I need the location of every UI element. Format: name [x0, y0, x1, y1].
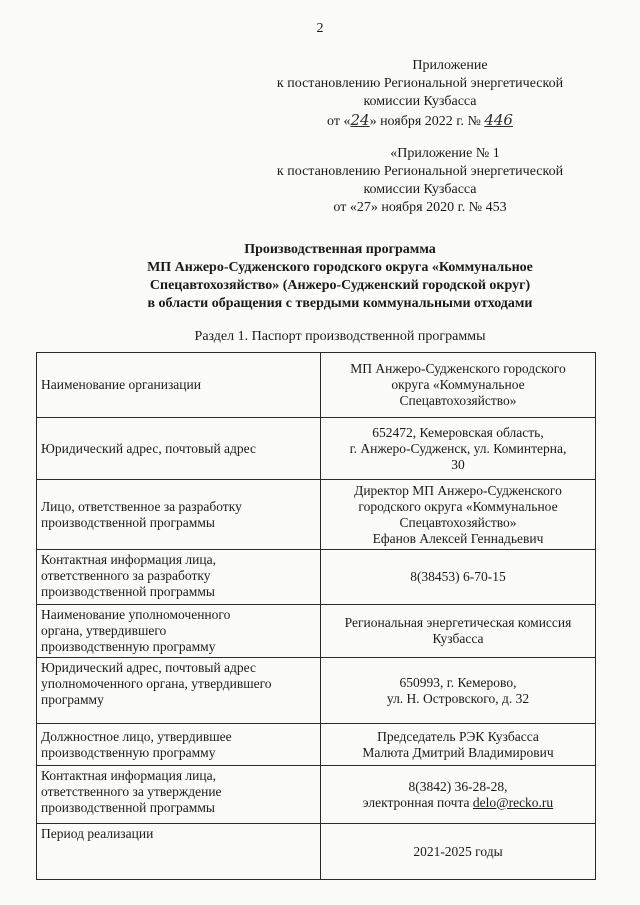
row-value: 2021-2025 годы	[321, 824, 596, 880]
appendix-current-date	[235, 111, 605, 131]
appendix-original	[235, 145, 605, 217]
row-label: Должностное лицо, утвердившее производственную программу	[37, 724, 321, 766]
appendix-original-line2: к постановлению Региональной энергетической	[276, 164, 564, 179]
row-label: Контактная информация лица, ответственного за утверждение производственной программы	[37, 766, 321, 824]
date-middle: » ноября 2022 г. №	[369, 114, 481, 129]
appendix-current-line2: к постановлению Региональной энергетической	[276, 76, 564, 91]
title-line2: МП Анжеро-Судженского городского округа «Коммунальное	[147, 260, 533, 275]
row-label: Юридический адрес, почтовый адрес уполномоченного органа, утвердившего программу	[37, 658, 321, 724]
table-row	[37, 418, 596, 480]
page-number: 2	[316, 21, 324, 36]
table-row	[37, 658, 596, 724]
table-row	[37, 724, 596, 766]
title-line4: в области обращения с твердыми коммунальными отходами	[147, 296, 533, 311]
table-row	[37, 766, 596, 824]
title-line3: Спецавтохозяйство» (Анжеро-Судженский городской округ)	[149, 278, 531, 293]
appendix-original-line4: от «27» ноября 2020 г. № 453	[333, 200, 507, 215]
handwritten-day: 24	[350, 111, 370, 129]
row-label: Наименование уполномоченного органа, утвердившего производственную программу	[37, 605, 321, 658]
row-value: Председатель РЭК Кузбасса Малюта Дмитрий Владимирович	[321, 724, 596, 766]
section-title: Раздел 1. Паспорт производственной программы	[194, 329, 486, 344]
row-label: Юридический адрес, почтовый адрес	[37, 418, 321, 480]
row-value: 8(38453) 6-70-15	[321, 550, 596, 605]
row-label: Контактная информация лица, ответственного за разработку производственной программы	[37, 550, 321, 605]
row-value: 650993, г. Кемерово, ул. Н. Островского, д. 32	[321, 658, 596, 724]
row-value: 652472, Кемеровская область, г. Анжеро-Судженск, ул. Коминтерна, 30	[321, 418, 596, 480]
table-row	[37, 480, 596, 550]
row-label: Лицо, ответственное за разработку производственной программы	[37, 480, 321, 550]
row-value: 8(3842) 36-28-28, электронная почта delo@recko.ru	[321, 766, 596, 824]
appendix-current-line3: комиссии Кузбасса	[363, 94, 477, 109]
row-label: Наименование организации	[37, 353, 321, 418]
table-row	[37, 550, 596, 605]
table-row	[37, 605, 596, 658]
row-value: МП Анжеро-Судженского городского округа «Коммунальное Спецавтохозяйство»	[321, 353, 596, 418]
table-row	[37, 353, 596, 418]
email-link[interactable]: delo@recko.ru	[472, 794, 554, 810]
appendix-current-line1: Приложение	[412, 58, 488, 73]
date-prefix: от «	[327, 114, 351, 129]
row-label: Период реализации	[37, 824, 321, 880]
handwritten-number: 446	[484, 111, 513, 129]
row-value: Региональная энергетическая комиссия Кузбасса	[321, 605, 596, 658]
row-value: Директор МП Анжеро-Судженского городского округа «Коммунальное Спецавтохозяйство» Ефанов Алексей Геннадьевич	[321, 480, 596, 550]
appendix-original-line1: «Приложение № 1	[390, 146, 500, 161]
appendix-current	[235, 57, 605, 131]
title-line1: Производственная программа	[244, 242, 436, 257]
program-title	[60, 241, 620, 313]
appendix-original-line3: комиссии Кузбасса	[363, 182, 477, 197]
table-row	[37, 824, 596, 880]
passport-table	[36, 352, 596, 880]
